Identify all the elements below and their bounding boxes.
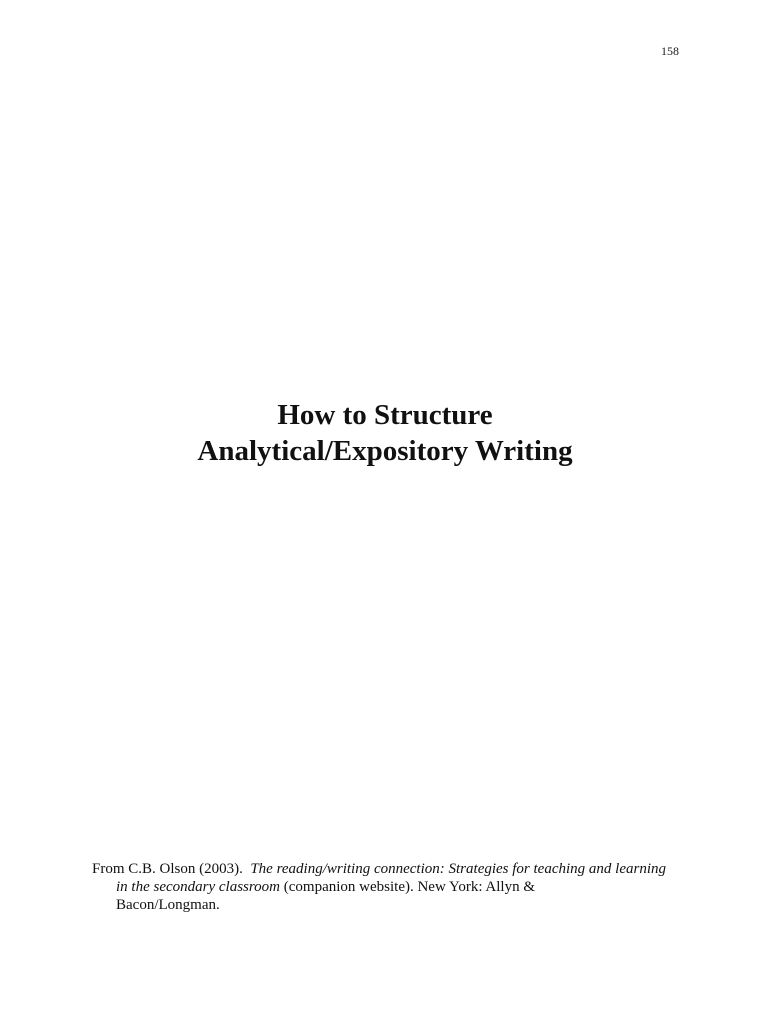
citation-line-3: Bacon/Longman. <box>116 897 220 913</box>
title-line-1: How to Structure <box>277 399 493 431</box>
citation-book-title-part1: The reading/writing connection: Strategies for teaching and learning <box>250 861 666 877</box>
citation-prefix: From C.B. Olson (2003). <box>92 861 243 877</box>
page-title <box>0 397 770 469</box>
citation-publisher: (companion website). New York: Allyn & <box>283 879 535 895</box>
citation-line-2 <box>92 878 692 896</box>
citation-book-title-part2: in the secondary classroom <box>116 879 281 895</box>
title-line-2: Analytical/Expository Writing <box>197 435 573 467</box>
page-number: 158 <box>661 44 679 58</box>
citation-line-1 <box>92 860 692 878</box>
source-citation <box>92 860 692 914</box>
